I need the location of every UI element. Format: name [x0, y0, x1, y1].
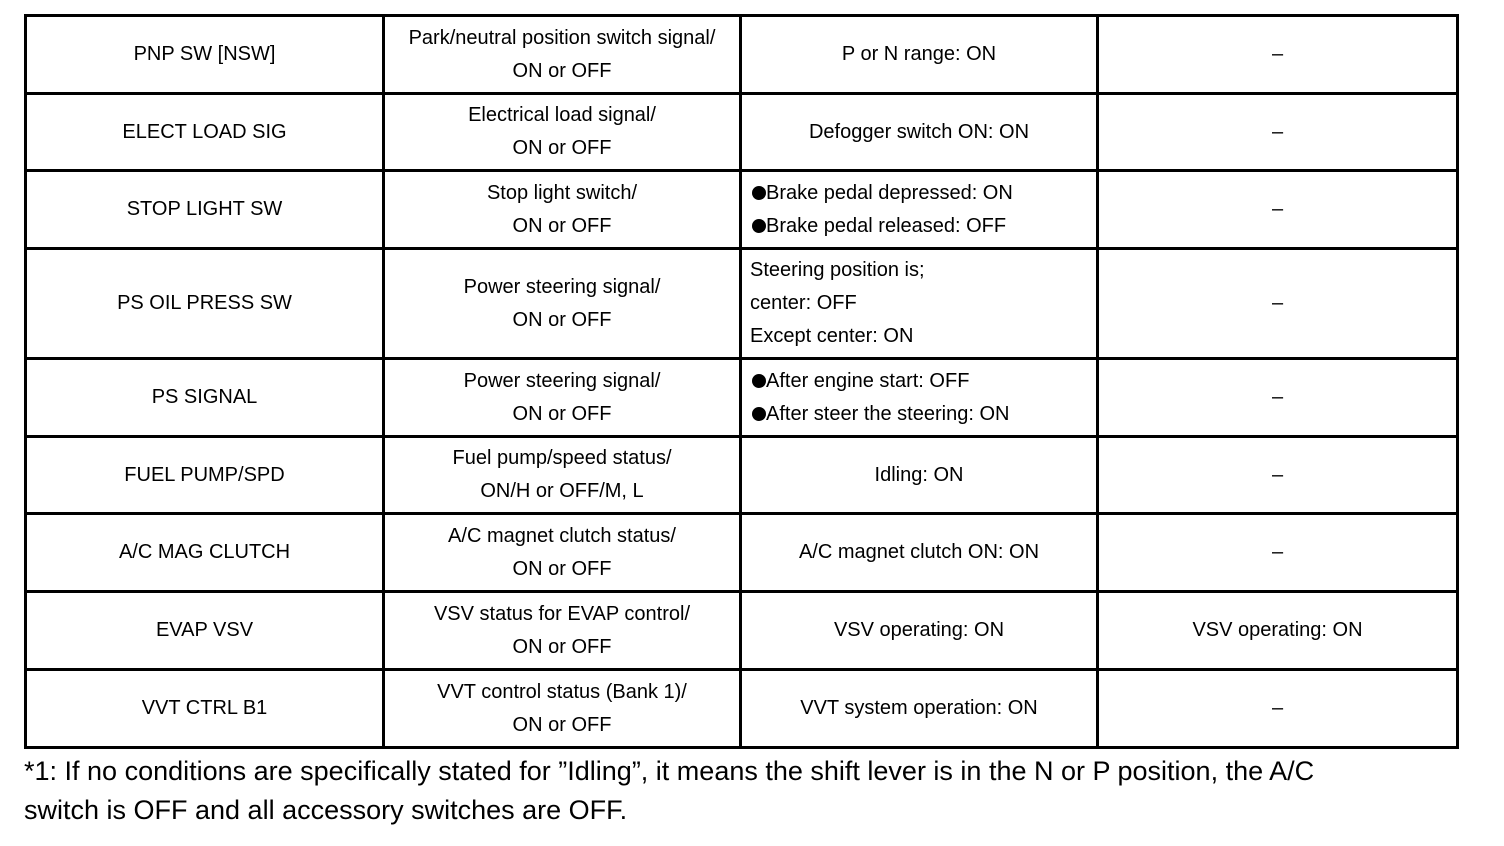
- item-cell: [26, 437, 384, 514]
- normal-condition-text: Except center: ON: [750, 325, 914, 347]
- item-cell: [26, 592, 384, 670]
- measurement-cell: [384, 16, 741, 94]
- diagnostic-note-cell: [1098, 670, 1458, 748]
- diagnostic-note: –: [1271, 292, 1284, 314]
- normal-condition-cell: [741, 16, 1098, 94]
- normal-condition-line: [752, 177, 1088, 210]
- footnote-line-2: switch is OFF and all accessory switches are OFF.: [24, 795, 628, 825]
- item-label: A/C MAG CLUTCH: [118, 541, 291, 563]
- diagnostic-note-cell: [1098, 94, 1458, 171]
- measurement-cell: [384, 249, 741, 359]
- item-label: EVAP VSV: [155, 619, 254, 641]
- diagnostic-note-cell: [1098, 249, 1458, 359]
- normal-condition-text: P or N range: ON: [841, 43, 997, 65]
- measurement-cell: [384, 592, 741, 670]
- diagnostic-note-cell: [1098, 16, 1458, 94]
- measurement-line: Power steering signal/: [463, 369, 661, 392]
- normal-condition-cell: [741, 592, 1098, 670]
- normal-condition-line: [750, 38, 1088, 71]
- normal-condition-text: Brake pedal depressed: ON: [766, 181, 1013, 204]
- diagnostic-note: VSV operating: ON: [1192, 619, 1363, 641]
- diagnostic-note: –: [1271, 43, 1284, 65]
- table-body: [26, 16, 1458, 748]
- data-list-table: [24, 14, 1459, 749]
- measurement-line: ON or OFF: [512, 635, 612, 658]
- measurement-cell: [384, 94, 741, 171]
- normal-condition-line: [750, 254, 1088, 287]
- diagnostic-note-cell: [1098, 359, 1458, 437]
- normal-condition-line: [750, 614, 1088, 647]
- item-cell: [26, 171, 384, 249]
- normal-condition-cell: [741, 437, 1098, 514]
- table-row: [26, 359, 1458, 437]
- normal-condition-text: After engine start: OFF: [766, 369, 970, 392]
- measurement-line: Power steering signal/: [463, 275, 661, 298]
- normal-condition-line: [752, 210, 1088, 243]
- normal-condition-text: Idling: ON: [874, 463, 964, 486]
- measurement-line: ON or OFF: [512, 59, 612, 82]
- diagnostic-note-cell: [1098, 514, 1458, 592]
- footnote: [24, 752, 1484, 830]
- normal-condition-cell: [741, 514, 1098, 592]
- diagnostic-note: –: [1271, 198, 1284, 220]
- footnote-line-1: *1: If no conditions are specifically stated for ”Idling”, it means the shift lever is in the N or P position, the A/C: [24, 756, 1315, 786]
- diagnostic-note: –: [1271, 697, 1284, 719]
- normal-condition-text: VSV operating: ON: [833, 619, 1005, 641]
- measurement-line: Stop light switch/: [486, 181, 638, 204]
- measurement-line: ON or OFF: [512, 214, 612, 237]
- bullet-icon: [752, 407, 766, 421]
- normal-condition-text: Defogger switch ON: ON: [808, 120, 1030, 143]
- normal-condition-cell: [741, 359, 1098, 437]
- measurement-line: ON or OFF: [512, 402, 612, 425]
- measurement-line: ON or OFF: [512, 557, 612, 580]
- item-cell: [26, 359, 384, 437]
- measurement-line: ON/H or OFF/M, L: [480, 480, 644, 502]
- item-cell: [26, 514, 384, 592]
- measurement-cell: [384, 514, 741, 592]
- diagnostic-note: –: [1271, 541, 1284, 563]
- measurement-line: ON or OFF: [512, 137, 612, 159]
- measurement-line: VSV status for EVAP control/: [433, 602, 691, 625]
- item-cell: [26, 16, 384, 94]
- table-row: [26, 249, 1458, 359]
- measurement-line: ON or OFF: [512, 713, 612, 736]
- table-row: [26, 514, 1458, 592]
- diagnostic-note: –: [1271, 120, 1284, 143]
- bullet-icon: [752, 219, 766, 233]
- table-row: [26, 94, 1458, 171]
- item-cell: [26, 249, 384, 359]
- measurement-cell: [384, 670, 741, 748]
- normal-condition-cell: [741, 171, 1098, 249]
- item-label: ELECT LOAD SIG: [122, 120, 287, 143]
- normal-condition-line: [750, 459, 1088, 492]
- item-cell: [26, 94, 384, 171]
- measurement-line: Fuel pump/speed status/: [452, 447, 672, 469]
- measurement-line: VVT control status (Bank 1)/: [437, 680, 687, 703]
- measurement-cell: [384, 359, 741, 437]
- table-row: [26, 437, 1458, 514]
- item-label: STOP LIGHT SW: [126, 198, 283, 220]
- normal-condition-cell: [741, 249, 1098, 359]
- table-row: [26, 16, 1458, 94]
- normal-condition-text: A/C magnet clutch ON: ON: [798, 541, 1040, 563]
- diagnostic-note: –: [1271, 463, 1284, 486]
- diagnostic-note-cell: [1098, 171, 1458, 249]
- table-row: [26, 171, 1458, 249]
- table-row: [26, 670, 1458, 748]
- normal-condition-text: VVT system operation: ON: [800, 697, 1038, 719]
- measurement-cell: [384, 171, 741, 249]
- normal-condition-text: After steer the steering: ON: [766, 402, 1010, 425]
- normal-condition-text: center: OFF: [750, 292, 857, 314]
- measurement-line: ON or OFF: [512, 308, 612, 331]
- normal-condition-text: Steering position is;: [750, 259, 925, 281]
- table-row: [26, 592, 1458, 670]
- item-label: PS SIGNAL: [151, 386, 258, 408]
- normal-condition-cell: [741, 670, 1098, 748]
- measurement-line: Electrical load signal/: [468, 104, 656, 126]
- bullet-icon: [752, 374, 766, 388]
- item-label: FUEL PUMP/SPD: [124, 463, 285, 486]
- normal-condition-line: [750, 320, 1088, 353]
- diagnostic-note: –: [1271, 386, 1284, 408]
- bullet-icon: [752, 186, 766, 200]
- normal-condition-line: [750, 692, 1088, 725]
- normal-condition-line: [750, 536, 1088, 569]
- normal-condition-cell: [741, 94, 1098, 171]
- normal-condition-line: [752, 365, 1088, 398]
- item-label: PS OIL PRESS SW: [117, 292, 292, 314]
- normal-condition-line: [752, 398, 1088, 431]
- measurement-line: Park/neutral position switch signal/: [408, 26, 716, 49]
- normal-condition-text: Brake pedal released: OFF: [766, 214, 1007, 237]
- normal-condition-line: [750, 287, 1088, 320]
- diagnostic-note-cell: [1098, 437, 1458, 514]
- normal-condition-line: [750, 116, 1088, 149]
- measurement-line: A/C magnet clutch status/: [448, 524, 676, 547]
- item-label: VVT CTRL B1: [141, 697, 268, 719]
- item-cell: [26, 670, 384, 748]
- measurement-cell: [384, 437, 741, 514]
- item-label: PNP SW [NSW]: [133, 43, 276, 65]
- diagnostic-note-cell: [1098, 592, 1458, 670]
